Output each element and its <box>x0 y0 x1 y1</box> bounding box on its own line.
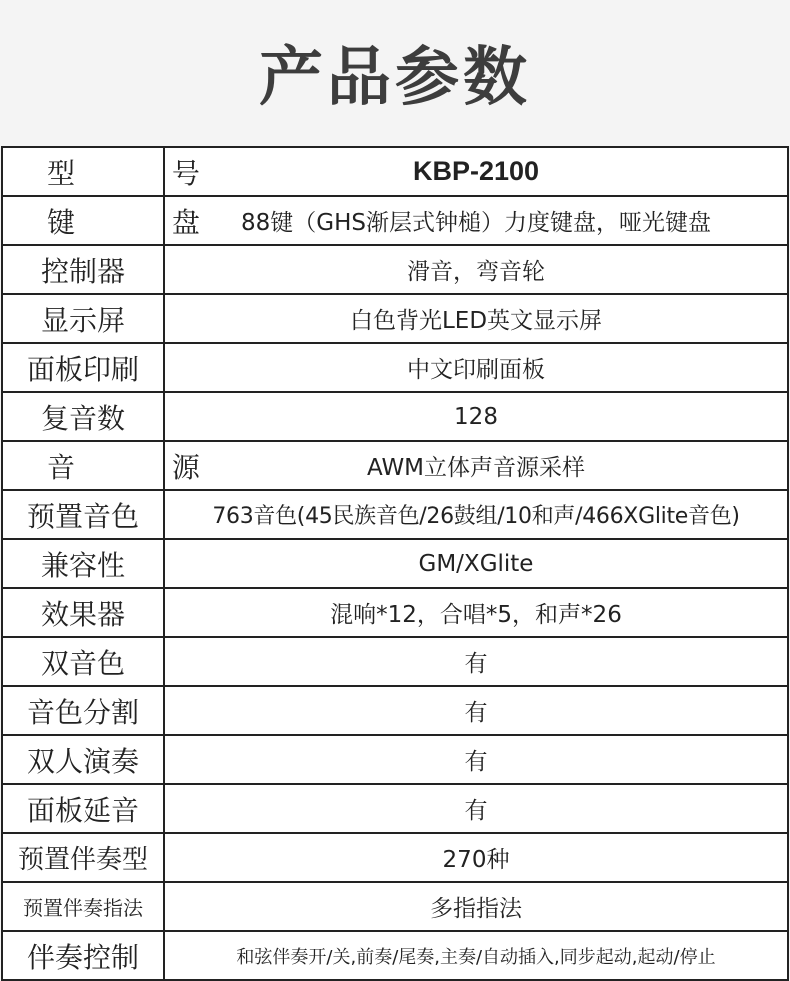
table-row <box>2 686 788 735</box>
spec-value: GM/XGlite <box>164 539 788 588</box>
table-row <box>2 392 788 441</box>
spec-value: 有 <box>164 686 788 735</box>
table-row <box>2 294 788 343</box>
table-row <box>2 490 788 539</box>
spec-label: 型 号 <box>2 147 164 196</box>
spec-label: 音色分割 <box>2 686 164 735</box>
spec-label: 键 盘 <box>2 196 164 245</box>
spec-label: 双音色 <box>2 637 164 686</box>
table-row <box>2 588 788 637</box>
table-row <box>2 637 788 686</box>
table-row <box>2 784 788 833</box>
spec-value: KBP-2100 <box>164 147 788 196</box>
spec-value: 和弦伴奏开/关,前奏/尾奏,主奏/自动插入,同步起动,起动/停止 <box>164 931 788 980</box>
spec-label: 显示屏 <box>2 294 164 343</box>
spec-value: 有 <box>164 784 788 833</box>
spec-value: 有 <box>164 637 788 686</box>
spec-label: 兼容性 <box>2 539 164 588</box>
spec-label: 效果器 <box>2 588 164 637</box>
spec-value: AWM立体声音源采样 <box>164 441 788 490</box>
spec-label: 预置伴奏指法 <box>2 882 164 931</box>
spec-label: 伴奏控制 <box>2 931 164 980</box>
spec-value: 白色背光LED英文显示屏 <box>164 294 788 343</box>
spec-label: 音 源 <box>2 441 164 490</box>
table-row <box>2 882 788 931</box>
table-row <box>2 441 788 490</box>
spec-value: 多指指法 <box>164 882 788 931</box>
page-header <box>0 0 790 146</box>
spec-label: 面板印刷 <box>2 343 164 392</box>
table-row <box>2 147 788 196</box>
spec-label: 双人演奏 <box>2 735 164 784</box>
table-row <box>2 245 788 294</box>
spec-value: 滑音，弯音轮 <box>164 245 788 294</box>
spec-table <box>1 146 789 981</box>
spec-value: 中文印刷面板 <box>164 343 788 392</box>
spec-label: 控制器 <box>2 245 164 294</box>
spec-value: 混响*12，合唱*5，和声*26 <box>164 588 788 637</box>
spec-label: 复音数 <box>2 392 164 441</box>
table-row <box>2 196 788 245</box>
page-title: 产品参数 <box>259 41 531 115</box>
table-row <box>2 539 788 588</box>
table-row <box>2 931 788 980</box>
table-row <box>2 735 788 784</box>
spec-label: 面板延音 <box>2 784 164 833</box>
spec-value: 有 <box>164 735 788 784</box>
table-row <box>2 833 788 882</box>
spec-value: 763音色(45民族音色/26鼓组/10和声/466XGlite音色) <box>164 490 788 539</box>
spec-value: 270种 <box>164 833 788 882</box>
spec-value: 128 <box>164 392 788 441</box>
table-row <box>2 343 788 392</box>
spec-label: 预置音色 <box>2 490 164 539</box>
spec-label: 预置伴奏型 <box>2 833 164 882</box>
spec-value: 88键（GHS渐层式钟槌）力度键盘，哑光键盘 <box>164 196 788 245</box>
